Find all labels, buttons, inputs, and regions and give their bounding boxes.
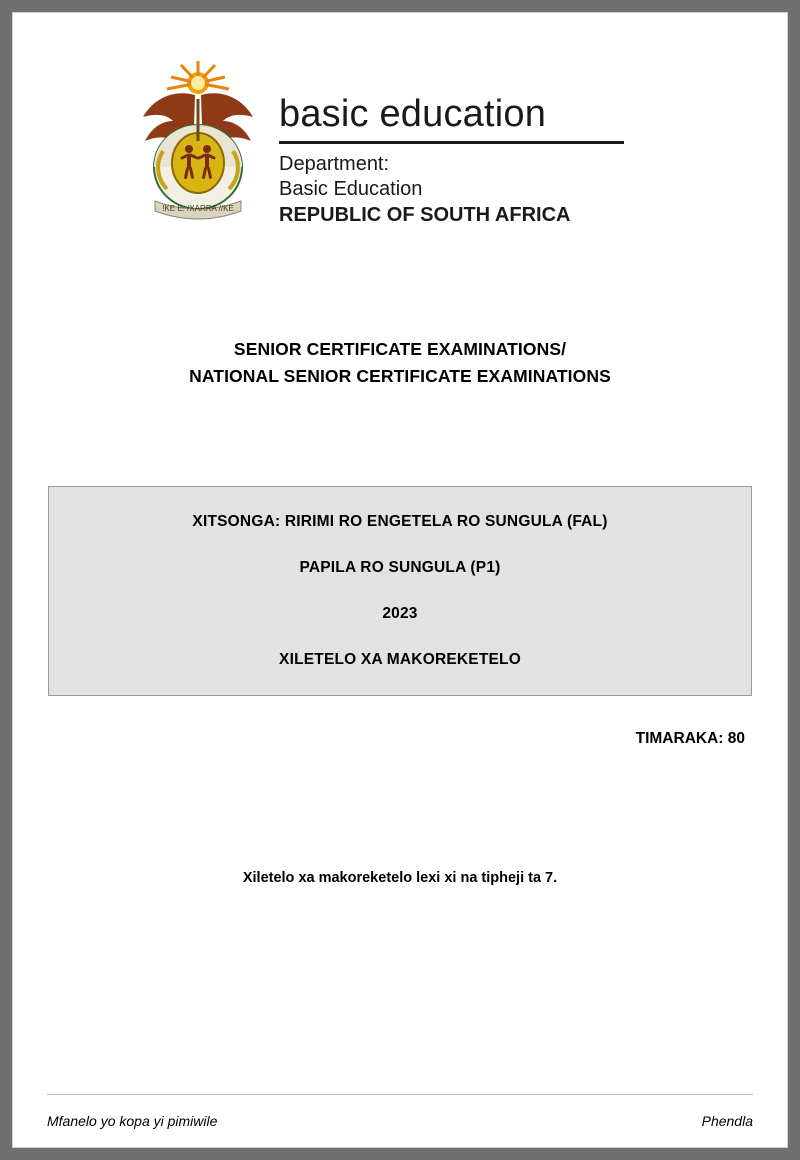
exam-heading-line-1: SENIOR CERTIFICATE EXAMINATIONS/ — [233, 339, 567, 359]
subject-box — [48, 486, 752, 696]
exam-heading — [13, 336, 787, 390]
basic-education-wordmark — [279, 55, 624, 229]
wordmark-country: REPUBLIC OF SOUTH AFRICA — [279, 204, 571, 227]
paper-name: PAPILA RO SUNGULA (P1) — [299, 559, 501, 577]
footer-divider — [47, 1094, 753, 1095]
document-page — [12, 12, 788, 1148]
marks-total: TIMARAKA: 80 — [635, 730, 745, 748]
exam-year: 2023 — [382, 605, 418, 623]
document-type: XILETELO XA MAKOREKETELO — [279, 651, 521, 669]
wordmark-title: basic education — [279, 93, 547, 135]
footer-copyright: Mfanelo yo kopa yi pimiwile — [47, 1113, 218, 1129]
document-header — [13, 13, 787, 240]
subject-name: XITSONGA: RIRIMI RO ENGETELA RO SUNGULA (FAL) — [192, 513, 608, 531]
coat-of-arms-motto: !KE E: /XARRA //KE — [162, 204, 234, 213]
footer-turn-over: Phendla — [701, 1113, 753, 1129]
south-africa-coat-of-arms-icon — [133, 55, 263, 240]
wordmark-department-name: Basic Education — [279, 178, 423, 201]
wordmark-rule — [279, 141, 624, 144]
wordmark-department: Department: — [279, 152, 390, 175]
page-footer — [13, 1113, 787, 1129]
exam-heading-line-2: NATIONAL SENIOR CERTIFICATE EXAMINATIONS — [189, 366, 611, 387]
page-count-note: Xiletelo xa makoreketelo lexi xi na tipheji ta 7. — [242, 870, 558, 887]
